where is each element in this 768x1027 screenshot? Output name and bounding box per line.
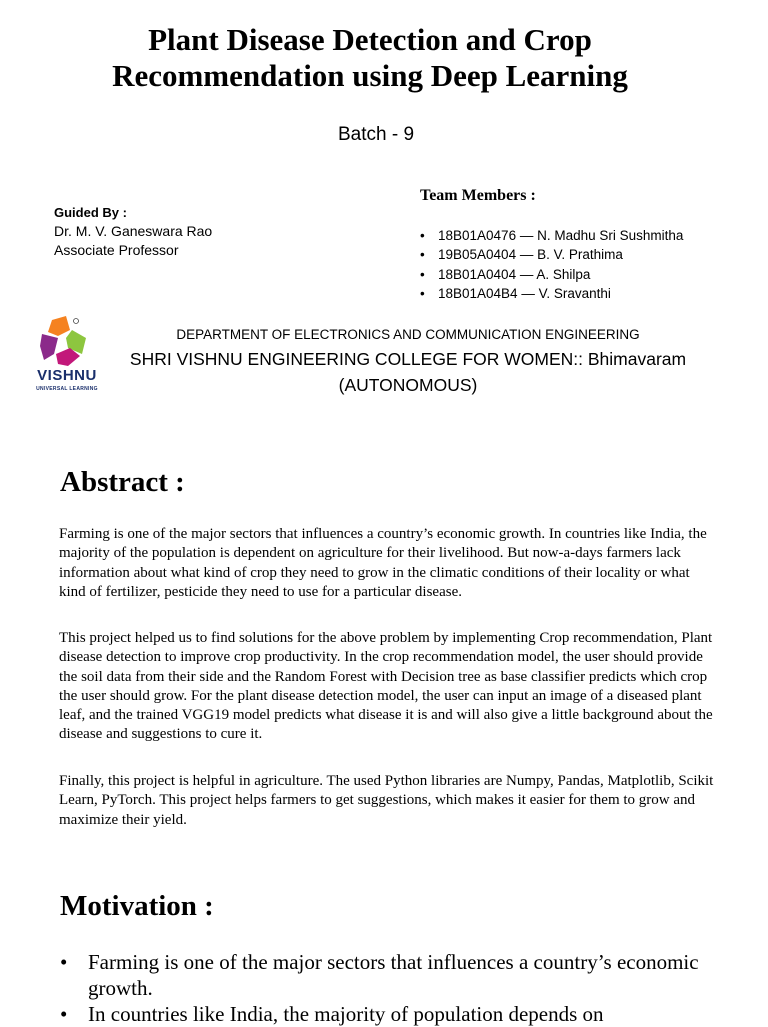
department-name: DEPARTMENT OF ELECTRONICS AND COMMUNICATION ENGINEERING [176, 327, 640, 342]
abstract-heading: Abstract : [60, 466, 185, 498]
motivation-heading: Motivation : [60, 890, 214, 922]
motivation-list [60, 949, 740, 1027]
logo-name: VISHNU [37, 367, 97, 384]
title-line-2: Recommendation using Deep Learning [112, 58, 628, 93]
logo-tagline: UNIVERSAL LEARNING [36, 386, 98, 392]
title-line-1: Plant Disease Detection and Crop [148, 22, 592, 57]
college-line-1: SHRI VISHNU ENGINEERING COLLEGE FOR WOMEN:: Bhimavaram [129, 349, 687, 369]
team-member: • 18B01A0476 — N. Madhu Sri Sushmitha [420, 226, 683, 245]
team-members-label: Team Members : [420, 187, 536, 204]
abstract-paragraph-3: Finally, this project is helpful in agriculture. The used Python libraries are Numpy, Pandas, Matplotlib, Scikit Learn, PyTorch. This project helps farmers to get suggestions, which makes it easier for them to grow and maximize their yield. [59, 773, 714, 828]
college-name [0, 346, 768, 398]
motivation-item: • Farming is one of the major sectors that influences a country’s economic growth. [60, 949, 740, 1001]
page-title [0, 22, 740, 94]
guided-by-label: Guided By : [54, 205, 127, 220]
team-members-list [420, 226, 683, 303]
registered-mark-icon [74, 319, 79, 324]
motivation-item: • In countries like India, the majority of population depends on [60, 1001, 740, 1027]
guide-name: Dr. M. V. Ganeswara Rao [54, 223, 213, 239]
team-member: • 18B01A0404 — A. Shilpa [420, 265, 683, 284]
abstract-paragraph-2: This project helped us to find solutions for the above problem by implementing Crop recommendation, Plant disease detection to improve crop productivity. In the crop recommendation model, the user should provide the soil data from their side and the Random Forest with Decision tree as base classifier predicts which crop the user should grow. For the plant disease detection model, the user can input an image of a diseased plant leaf, and the trained VGG19 model predicts what disease it is and will also give a little background about the disease and suggestions to cure it. [59, 630, 713, 743]
guide-designation: Associate Professor [54, 242, 179, 258]
batch-label: Batch - 9 [337, 124, 415, 145]
team-member: • 19B05A0404 — B. V. Prathima [420, 245, 683, 264]
abstract-paragraph-1: Farming is one of the major sectors that influences a country’s economic growth. In countries like India, the majority of the population is dependent on agriculture for their livelihood. But now-a-days farmers lack information about what kind of crop they need to grow in the climatic conditions of their locality or what kind of fertilizer, pesticide they need to use for a particular disease. [59, 526, 707, 600]
team-member: • 18B01A04B4 — V. Sravanthi [420, 284, 683, 303]
college-line-2: (AUTONOMOUS) [338, 375, 478, 395]
